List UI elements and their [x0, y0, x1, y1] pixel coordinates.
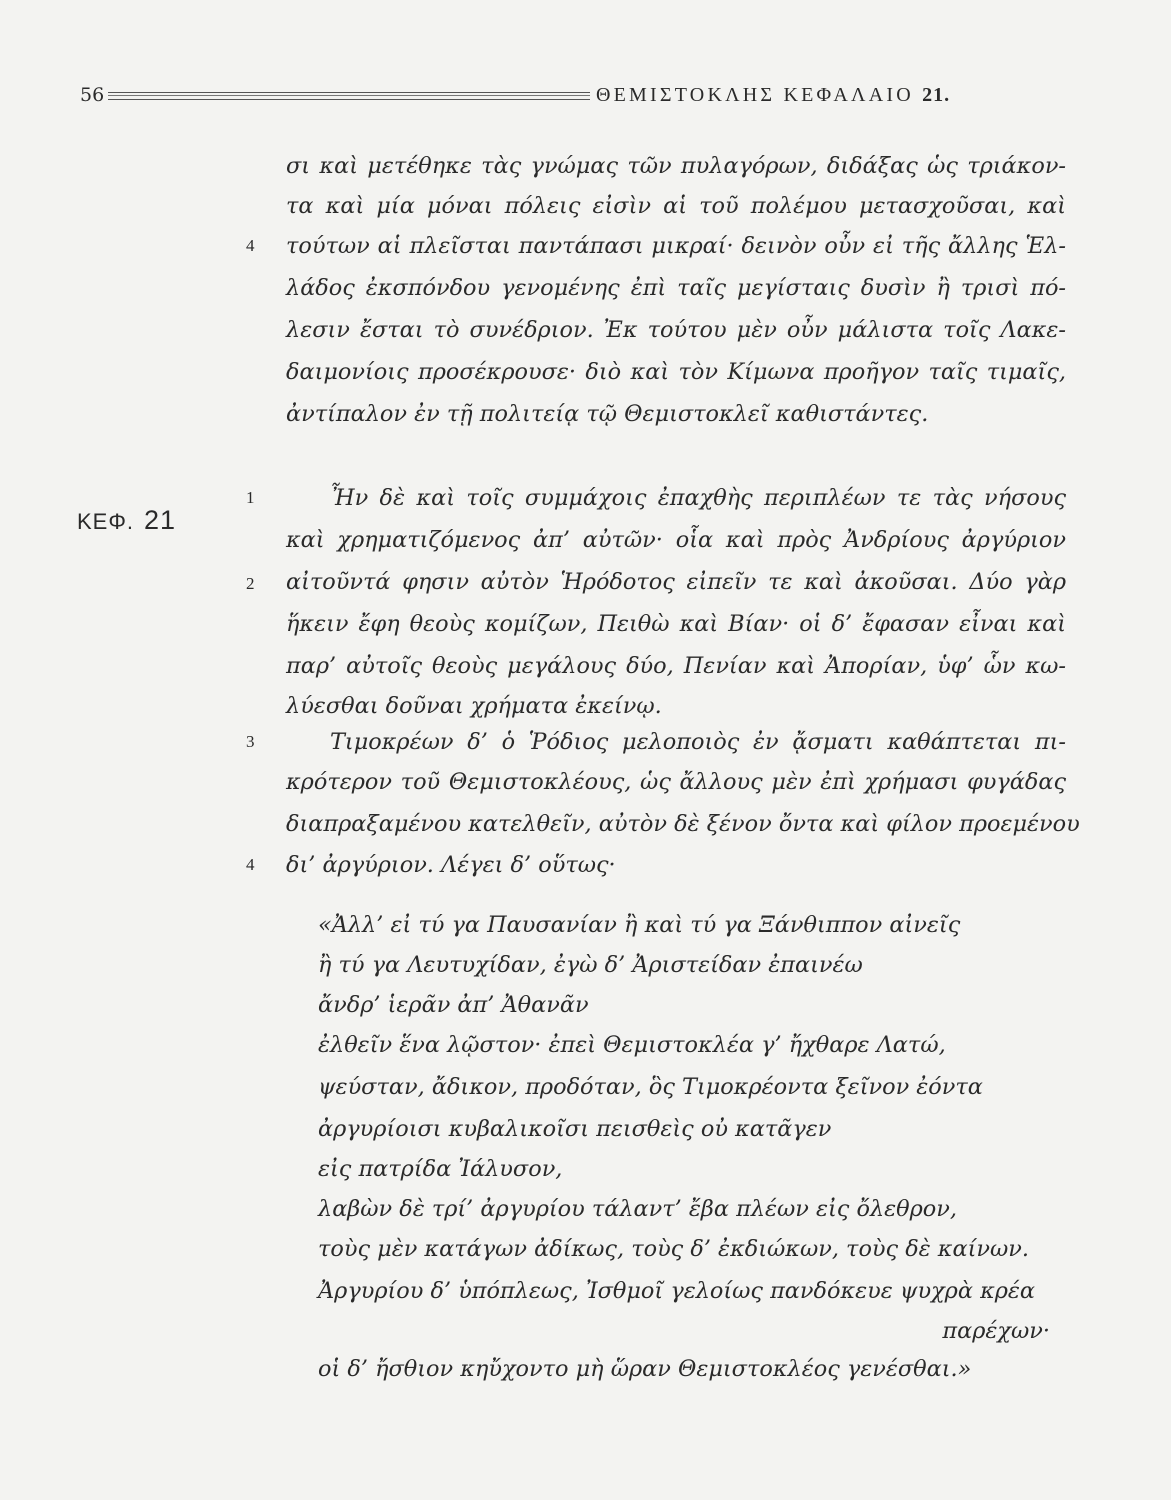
text-line: δι’ ἀργύριον. Λέγει δ’ οὕτως· — [286, 852, 616, 878]
text-line: τούτων αἱ πλεῖσται παντάπασι μικραί· δεινὸν οὖν εἰ τῆς ἄλλης Ἑλ- — [286, 233, 1066, 259]
text-line: παρ’ αὐτοῖς θεοὺς μεγάλους δύο, Πενίαν καὶ Ἀπορίαν, ὑφ’ ὧν κω- — [286, 653, 1066, 679]
poem-line: ψεύσταν, ἄδικον, προδόταν, ὃς Τιμοκρέοντα ξεῖνον ἐόντα — [318, 1074, 983, 1100]
running-title-text: ΘΕΜΙΣΤΟΚΛΗΣ ΚΕΦΑΛΑΙΟ — [596, 84, 914, 106]
section-number: 2 — [246, 574, 255, 593]
text-line: αἰτοῦντά φησιν αὐτὸν Ἡρόδοτος εἰπεῖν τε καὶ ἀκοῦσαι. Δύο γὰρ — [286, 569, 1066, 595]
section-number: 3 — [246, 732, 255, 751]
poem-line: ἄνδρ’ ἱερᾶν ἀπ’ Ἀθανᾶν — [318, 992, 589, 1018]
text-line: λεσιν ἔσται τὸ συνέδριον. Ἐκ τούτου μὲν οὖν μάλιστα τοῖς Λακε- — [286, 317, 1066, 343]
text-line: σι καὶ μετέθηκε τὰς γνώμας τῶν πυλαγόρων, διδάξας ὡς τριάκον- — [286, 153, 1066, 179]
text-line: δαιμονίοις προσέκρουσε· διὸ καὶ τὸν Κίμωνα προῆγον ταῖς τιμαῖς, — [286, 359, 1066, 385]
text-line: τα καὶ μία μόναι πόλεις εἰσὶν αἱ τοῦ πολέμου μετασχοῦσαι, καὶ — [286, 193, 1066, 219]
section-number: 1 — [246, 488, 255, 507]
running-title — [596, 84, 950, 107]
poem-line: οἱ δ’ ἤσθιον κηὔχοντο μὴ ὥραν Θεμιστοκλέος γενέσθαι.» — [318, 1356, 972, 1382]
text-line: κρότερον τοῦ Θεμιστοκλέους, ὡς ἄλλους μὲν ἐπὶ χρήμασι φυγάδας — [286, 769, 1066, 795]
text-line: ἀντίπαλον ἐν τῇ πολιτείᾳ τῷ Θεμιστοκλεῖ καθιστάντες. — [286, 401, 929, 427]
poem-line: λαβὼν δὲ τρί’ ἀργυρίου τάλαντ’ ἔβα πλέων εἰς ὄλεθρον, — [318, 1196, 957, 1222]
chapter-label-text: ΚΕΦ. — [77, 509, 135, 534]
text-line: λύεσθαι δοῦναι χρήματα ἐκείνῳ. — [286, 693, 662, 719]
text-line: ἥκειν ἔφη θεοὺς κομίζων, Πειθὼ καὶ Βίαν· οἱ δ’ ἔφασαν εἶναι καὶ — [286, 611, 1066, 637]
chapter-label-number: 21 — [144, 505, 177, 535]
text-line: Ἦν δὲ καὶ τοῖς συμμάχοις ἐπαχθὴς περιπλέων τε τὰς νήσους — [330, 485, 1066, 511]
poem-line: ἐλθεῖν ἕνα λῷστον· ἐπεὶ Θεμιστοκλέα γ’ ἤχθαρε Λατώ, — [318, 1032, 946, 1058]
page-number: 56 — [80, 84, 105, 106]
section-number: 4 — [246, 236, 255, 255]
header-rule — [108, 92, 590, 100]
poem-line: ἀργυρίοισι κυβαλικοῖσι πεισθεὶς οὐ κατᾶγεν — [318, 1116, 832, 1142]
text-line: Τιμοκρέων δ’ ὁ Ῥόδιος μελοποιὸς ἐν ᾄσματι καθάπτεται πι- — [330, 729, 1066, 755]
text-line: διαπραξαμένου κατελθεῖν, αὐτὸν δὲ ξένον ὄντα καὶ φίλον προεμένου — [286, 811, 1080, 837]
text-line: λάδος ἐκσπόνδου γενομένης ἐπὶ ταῖς μεγίσταις δυσὶν ἢ τρισὶ πό- — [286, 275, 1066, 301]
chapter-margin-label — [77, 505, 176, 536]
poem-line: Ἀργυρίου δ’ ὑπόπλεως, Ἰσθμοῖ γελοίως πανδόκευε ψυχρὰ κρέα — [318, 1278, 1036, 1304]
poem-line: ἢ τύ γα Λευτυχίδαν, ἐγὼ δ’ Ἀριστείδαν ἐπαινέω — [318, 952, 863, 978]
poem-line: τοὺς μὲν κατάγων ἀδίκως, τοὺς δ’ ἐκδιώκων, τοὺς δὲ καίνων. — [318, 1236, 1029, 1262]
text-line: καὶ χρηματιζόμενος ἀπ’ αὐτῶν· οἷα καὶ πρὸς Ἀνδρίους ἀργύριον — [286, 527, 1066, 553]
poem-line: «Ἀλλ’ εἰ τύ γα Παυσανίαν ἢ καὶ τύ γα Ξάνθιππον αἰνεῖς — [318, 912, 961, 938]
poem-line: εἰς πατρίδα Ἰάλυσον, — [318, 1156, 563, 1182]
running-title-chapter: 21. — [922, 84, 951, 106]
poem-line-continuation: παρέχων· — [942, 1318, 1050, 1344]
section-number: 4 — [246, 855, 255, 874]
